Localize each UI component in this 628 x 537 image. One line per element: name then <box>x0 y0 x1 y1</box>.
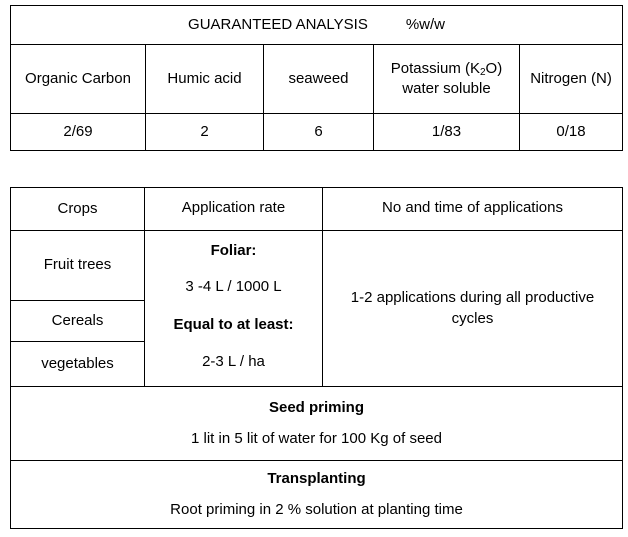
application-rate-cell <box>145 231 323 387</box>
equal-value: 2-3 L / ha <box>202 353 265 370</box>
transplanting-text: Root priming in 2 % solution at planting time <box>170 501 463 518</box>
analysis-title: GUARANTEED ANALYSIS <box>188 15 368 33</box>
column-header-nitrogen: Nitrogen (N) <box>520 45 623 114</box>
transplanting-title: Transplanting <box>267 469 366 487</box>
crop-cereals: Cereals <box>11 301 145 342</box>
analysis-title-cell <box>11 6 623 45</box>
header-crops: Crops <box>11 188 145 231</box>
foliar-label: Foliar: <box>210 242 257 259</box>
seed-priming-cell <box>11 387 623 461</box>
value-potassium: 1/83 <box>374 114 520 151</box>
crop-fruit-trees: Fruit trees <box>11 231 145 301</box>
value-organic-carbon: 2/69 <box>11 114 146 151</box>
application-table <box>10 187 623 529</box>
column-header-potassium: Potassium $(K_2O)$ water soluble <box>374 45 520 114</box>
value-seaweed: 6 <box>264 114 374 151</box>
crop-vegetables: vegetables <box>11 342 145 387</box>
header-applications: No and time of applications <box>323 188 623 231</box>
transplanting-cell <box>11 461 623 529</box>
column-header-organic-carbon: Organic Carbon <box>11 45 146 114</box>
value-nitrogen: 0/18 <box>520 114 623 151</box>
foliar-value: 3 -4 L / 1000 L <box>185 278 282 295</box>
guaranteed-analysis-table <box>10 5 623 151</box>
column-header-seaweed: seaweed <box>264 45 374 114</box>
applications-cell: 1-2 applications during all productive cycles <box>323 231 623 387</box>
seed-priming-text: 1 lit in 5 lit of water for 100 Kg of seed <box>191 430 442 447</box>
equal-label: Equal to at least: <box>173 316 294 333</box>
column-header-humic-acid: Humic acid <box>146 45 264 114</box>
value-humic-acid: 2 <box>146 114 264 151</box>
seed-priming-title: Seed priming <box>268 398 365 416</box>
analysis-unit: %w/w <box>405 15 445 33</box>
header-application-rate: Application rate <box>145 188 323 231</box>
